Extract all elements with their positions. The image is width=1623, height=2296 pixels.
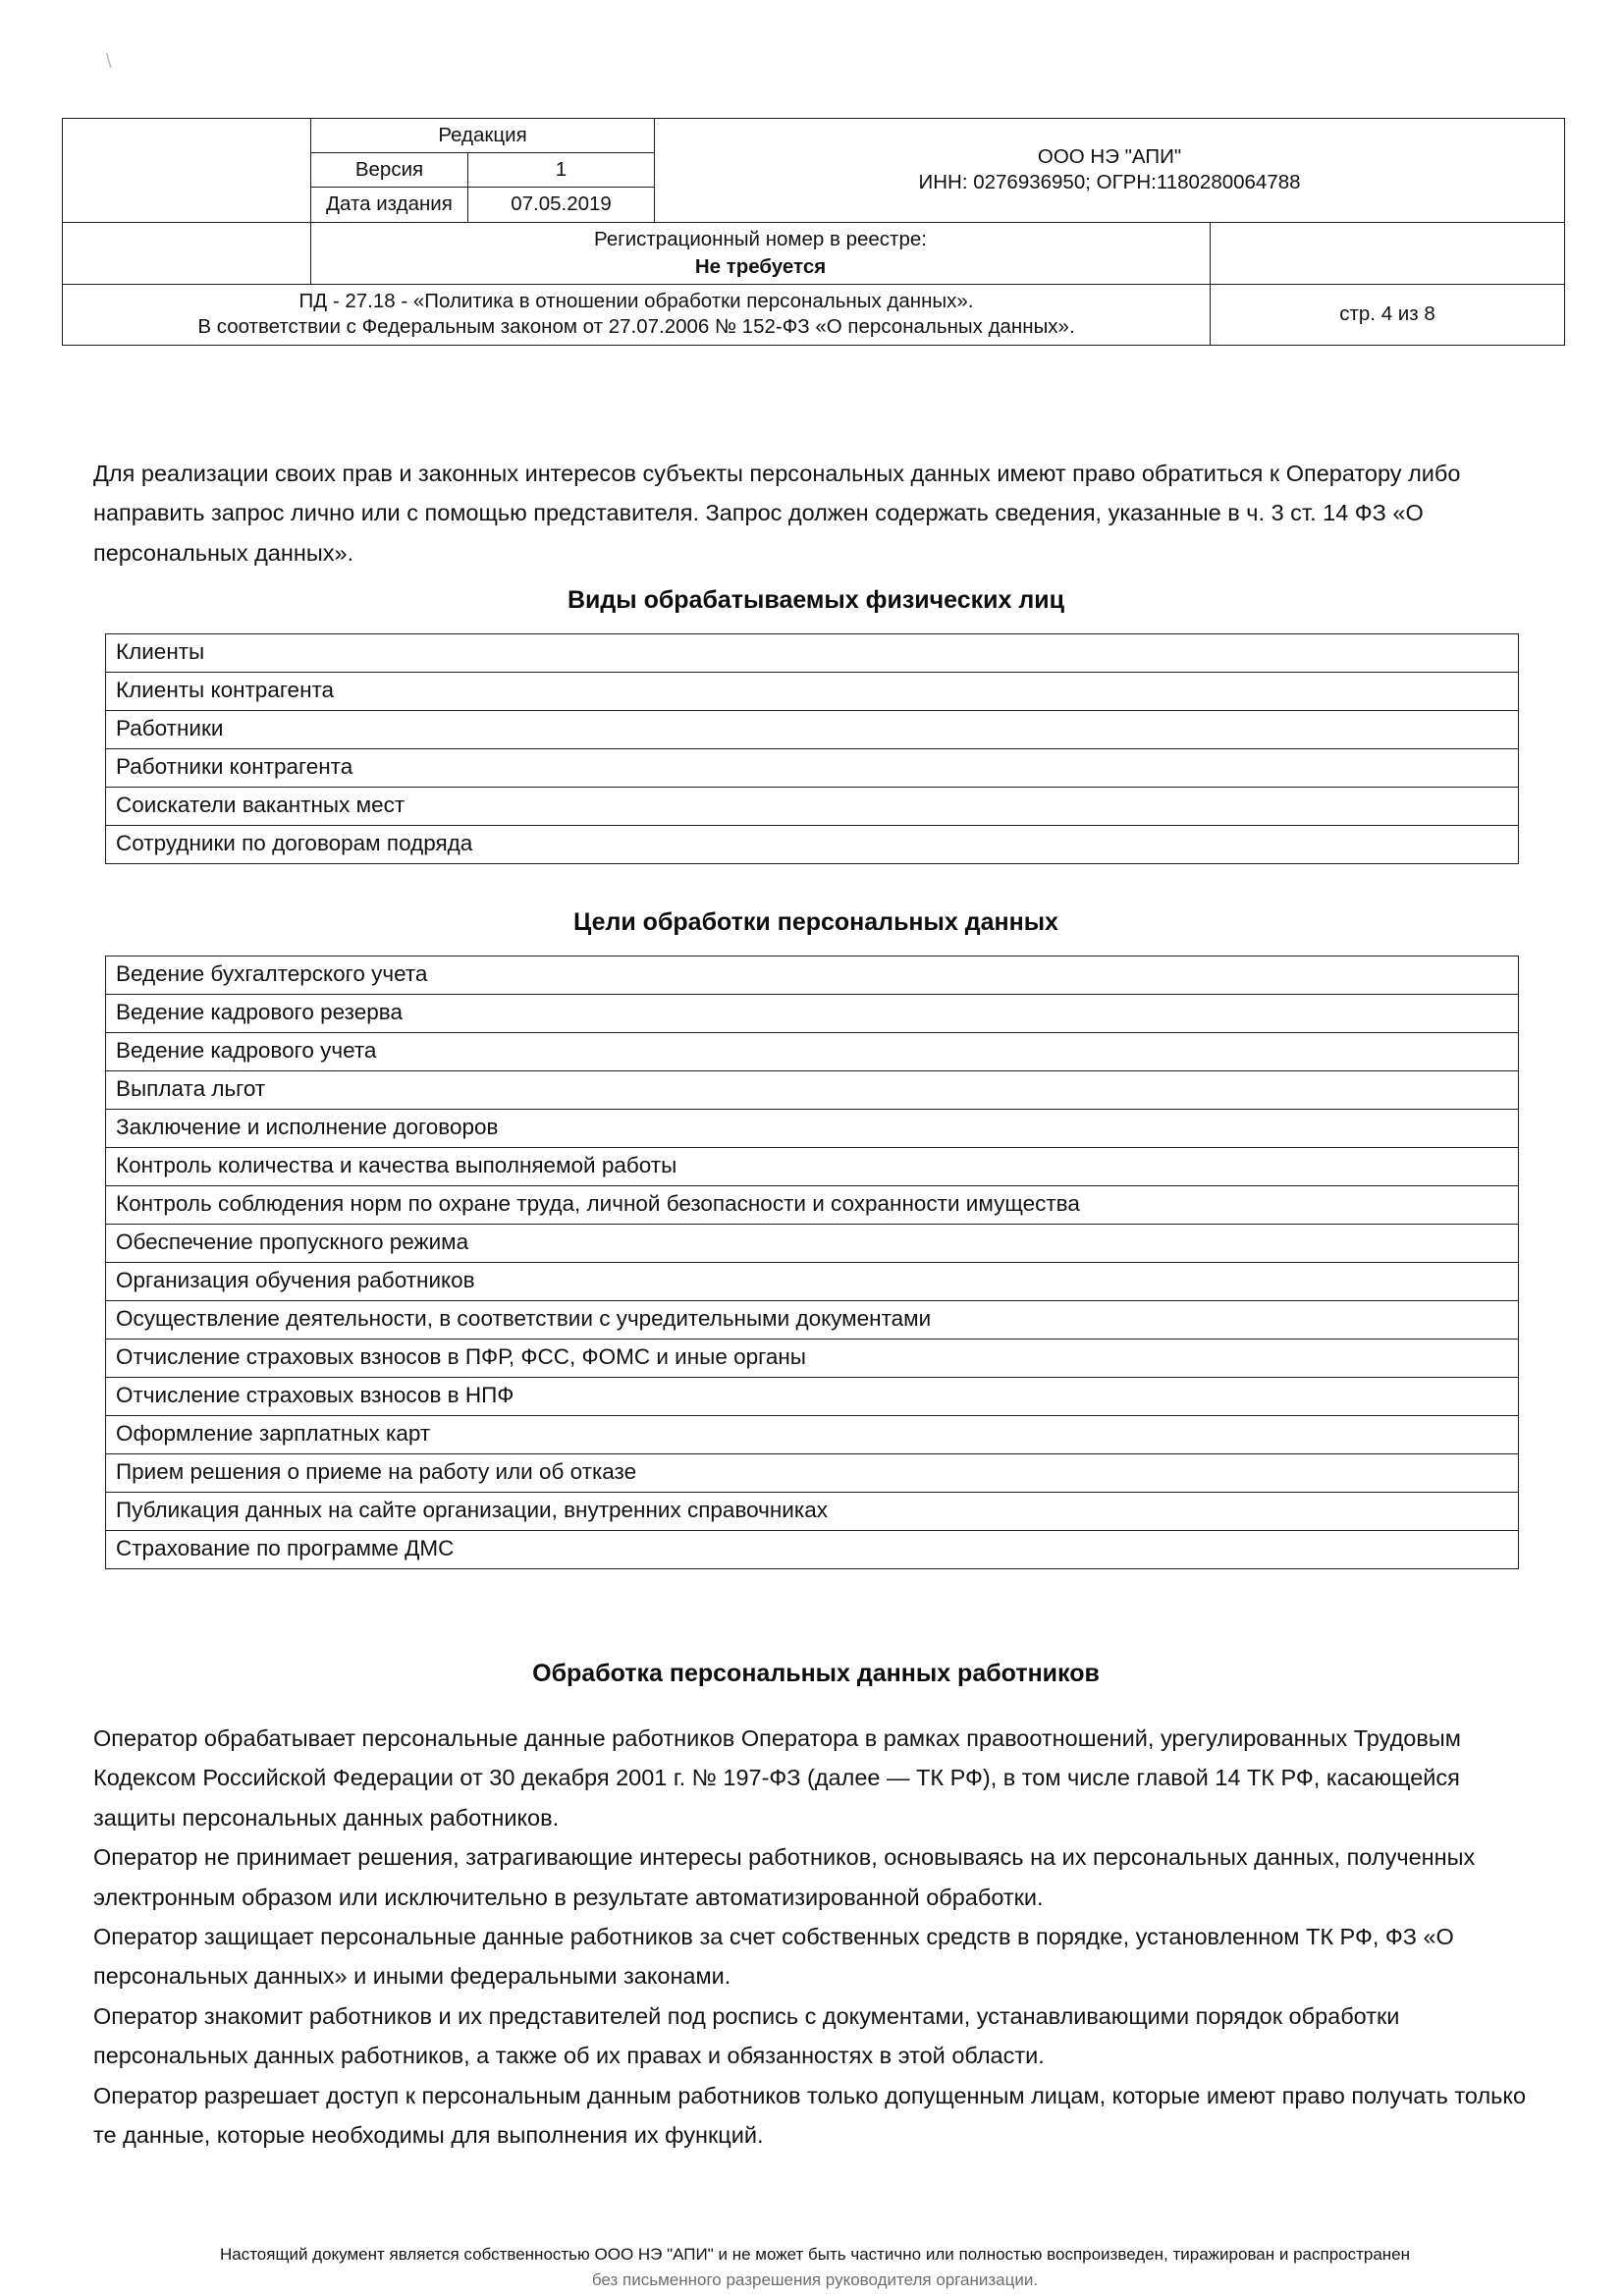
version-label: Версия	[311, 153, 468, 188]
purposes-row-6: Контроль соблюдения норм по охране труда, личной безопасности и сохранности имущества	[106, 1186, 1519, 1225]
purposes-table-body	[106, 957, 1519, 1569]
table-row	[106, 1186, 1519, 1225]
table-row	[106, 749, 1519, 788]
purposes-row-0: Ведение бухгалтерского учета	[106, 957, 1519, 995]
purposes-section-title: Цели обработки персональных данных	[573, 908, 1058, 936]
header-blank-cell	[63, 222, 311, 284]
table-row	[106, 634, 1519, 673]
registry-value: Не требуется	[694, 254, 827, 278]
employees-section-body	[93, 1719, 1546, 2155]
table-row	[106, 1416, 1519, 1454]
purposes-row-8: Организация обучения работников	[106, 1263, 1519, 1301]
purposes-row-11: Отчисление страховых взносов в НПФ	[106, 1378, 1519, 1416]
issue-date-label: Дата издания	[311, 188, 468, 222]
table-row	[106, 1225, 1519, 1263]
company-tax-ids: ИНН: 0276936950; ОГРН:1180280064788	[918, 171, 1301, 194]
purposes-row-4: Заключение и исполнение договоров	[106, 1110, 1519, 1148]
table-row	[106, 1110, 1519, 1148]
table-row	[106, 1454, 1519, 1493]
table-row	[106, 711, 1519, 749]
table-row	[106, 1148, 1519, 1186]
purposes-row-9: Осуществление деятельности, в соответствии с учредительными документами	[106, 1301, 1519, 1339]
purposes-row-5: Контроль количества и качества выполняемой работы	[106, 1148, 1519, 1186]
persons-row-2: Работники	[106, 711, 1519, 749]
header-row-registry	[63, 222, 1565, 284]
persons-row-3: Работники контрагента	[106, 749, 1519, 788]
table-row	[106, 788, 1519, 826]
version-value: 1	[468, 153, 655, 188]
persons-row-0: Клиенты	[106, 634, 1519, 673]
header-row-edition	[63, 119, 1565, 153]
registry-label: Регистрационный номер в реестре:	[594, 227, 927, 250]
registry-cell	[311, 222, 1211, 284]
employees-paragraph-1: Оператор не принимает решения, затрагивающие интересы работников, основываясь на их персональных данных, полученных электронным образом или исключительно в результате автоматизированной обработки.	[93, 1844, 1476, 1910]
persons-section-title: Виды обрабатываемых физических лиц	[567, 586, 1064, 614]
table-row	[106, 1378, 1519, 1416]
scan-artifact-mark: \	[106, 51, 112, 73]
purposes-row-2: Ведение кадрового учета	[106, 1033, 1519, 1071]
document-title-line1: ПД - 27.18 - «Политика в отношении обработки персональных данных».	[298, 290, 974, 313]
persons-table-body	[106, 634, 1519, 864]
purposes-row-10: Отчисление страховых взносов в ПФР, ФСС, ФОМС и иные органы	[106, 1339, 1519, 1378]
table-row	[106, 995, 1519, 1033]
purposes-table	[105, 956, 1519, 1569]
table-row	[106, 1493, 1519, 1531]
table-row	[106, 1033, 1519, 1071]
company-info-cell	[655, 119, 1565, 223]
table-row	[106, 1071, 1519, 1110]
header-logo-cell	[63, 119, 311, 223]
document-title-cell	[63, 285, 1211, 345]
employees-paragraph-2: Оператор защищает персональные данные работников за счет собственных средств в порядке, установленном ТК РФ, ФЗ «О персональных данных» и иными федеральными законами.	[93, 1924, 1454, 1990]
employees-section-title: Обработка персональных данных работников	[532, 1660, 1100, 1687]
table-row	[106, 957, 1519, 995]
table-row	[106, 1339, 1519, 1378]
page-number: стр. 4 из 8	[1211, 285, 1565, 345]
header-blank-cell-right	[1211, 222, 1565, 284]
purposes-row-14: Публикация данных на сайте организации, внутренних справочниках	[106, 1493, 1519, 1531]
intro-paragraph: Для реализации своих прав и законных интересов субъекты персональных данных имеют право обратиться к Оператору либо направить запрос лично или с помощью представителя. Запрос должен содержать сведения, указанные в ч. 3 ст. 14 ФЗ «О персональных данных».	[93, 461, 1461, 566]
edition-label: Редакция	[311, 119, 655, 153]
employees-paragraph-0: Оператор обрабатывает персональные данные работников Оператора в рамках правоотношений, урегулированных Трудовым Кодексом Российской Федерации от 30 декабря 2001 г. № 197-ФЗ (далее — ТК РФ), в том числе главой 14 ТК РФ, касающейся защиты персональных данных работников.	[93, 1725, 1461, 1831]
purposes-row-3: Выплата льгот	[106, 1071, 1519, 1110]
employees-paragraph-3: Оператор знакомит работников и их представителей под роспись с документами, устанавливающими порядок обработки персональных данных работников, а также об их правах и обязанностях в этой области.	[93, 2002, 1400, 2069]
table-row	[106, 826, 1519, 864]
table-row	[106, 1263, 1519, 1301]
persons-row-5: Сотрудники по договорам подряда	[106, 826, 1519, 864]
purposes-row-12: Оформление зарплатных карт	[106, 1416, 1519, 1454]
purposes-row-7: Обеспечение пропускного режима	[106, 1225, 1519, 1263]
document-footer	[59, 2242, 1571, 2292]
intro-paragraph-block	[93, 454, 1539, 573]
issue-date-value: 07.05.2019	[468, 188, 655, 222]
document-title-line2: В соответствии с Федеральным законом от 27.07.2006 № 152-ФЗ «О персональных данных».	[197, 315, 1075, 339]
header-row-document-title	[63, 285, 1565, 345]
document-header-table	[62, 118, 1565, 346]
persons-row-1: Клиенты контрагента	[106, 673, 1519, 711]
table-row	[106, 1301, 1519, 1339]
footer-line-1: Настоящий документ является собственностью ООО НЭ "АПИ" и не может быть частично или полностью воспроизведен, тиражирован и распространен	[219, 2245, 1411, 2264]
persons-row-4: Соискатели вакантных мест	[106, 788, 1519, 826]
purposes-row-1: Ведение кадрового резерва	[106, 995, 1519, 1033]
purposes-row-13: Прием решения о приеме на работу или об отказе	[106, 1454, 1519, 1493]
company-name: ООО НЭ "АПИ"	[1037, 145, 1182, 169]
table-row	[106, 673, 1519, 711]
persons-table	[105, 633, 1519, 864]
purposes-row-15: Страхование по программе ДМС	[106, 1531, 1519, 1569]
employees-paragraph-4: Оператор разрешает доступ к персональным данным работников только допущенным лицам, которые имеют право получать только те данные, которые необходимы для выполнения их функций.	[93, 2082, 1527, 2149]
footer-line-2: без письменного разрешения руководителя организации.	[591, 2269, 1039, 2289]
table-row	[106, 1531, 1519, 1569]
